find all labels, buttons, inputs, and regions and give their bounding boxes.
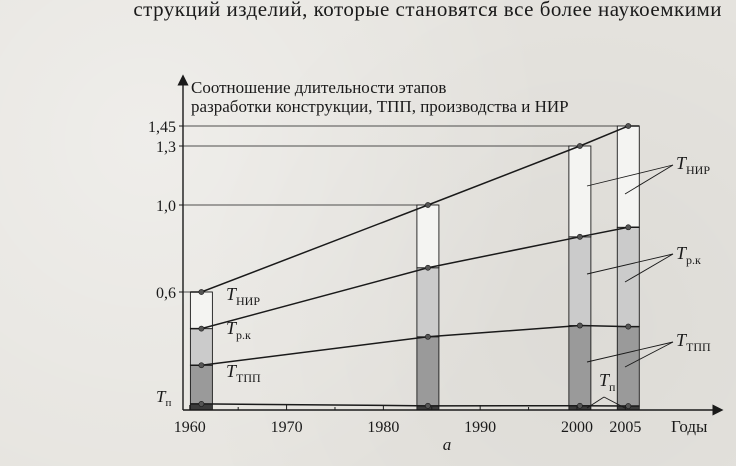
series-label: $T_{НИР}$: [676, 153, 711, 177]
bar-segment: [190, 329, 212, 366]
y-tick-label: 1,3: [156, 139, 176, 156]
trend-point: [199, 289, 204, 294]
series-label: $T_{р.к}$: [226, 318, 251, 342]
y-tick-label: 1,0: [156, 198, 176, 215]
trend-point: [577, 403, 582, 408]
y-tick-label: 0,6: [156, 285, 176, 302]
bar-segment: [617, 126, 639, 227]
trend-point: [626, 225, 631, 230]
trend-point: [577, 234, 582, 239]
trend-point: [199, 326, 204, 331]
y-base-label: $T_п$: [156, 387, 172, 409]
trend-point: [199, 363, 204, 368]
bar-segment: [417, 205, 439, 268]
trend-point: [425, 334, 430, 339]
trend-point: [425, 403, 430, 408]
bar-segment: [617, 227, 639, 326]
figure-caption: а: [442, 435, 452, 454]
series-label: $T_{НИР}$: [226, 284, 261, 308]
x-tick-label: 1960: [173, 419, 206, 436]
trend-point: [425, 202, 430, 207]
trend-point: [626, 123, 631, 128]
trend-point: [577, 143, 582, 148]
bar-segment: [417, 268, 439, 337]
bar-segment: [569, 326, 591, 406]
chart-title-line: разработки конструкции, ТПП, производства и НИР: [191, 97, 569, 116]
y-tick-label: 1,45: [148, 119, 176, 136]
trend-point: [626, 324, 631, 329]
trend-point: [425, 265, 430, 270]
bar-segment: [617, 327, 639, 406]
bar-segment: [417, 337, 439, 406]
x-tick-label: 1980: [367, 419, 400, 436]
bar-segment: [569, 146, 591, 237]
bar-segment: [190, 365, 212, 404]
series-label: $T_{р.к}$: [676, 243, 701, 267]
x-tick-label: 1990: [464, 419, 497, 436]
trend-point: [626, 403, 631, 408]
series-label: $T_{ТПП}$: [676, 330, 711, 354]
trend-point: [199, 401, 204, 406]
x-tick-label: 2000: [560, 419, 593, 436]
chart-title-line: Соотношение длительности этапов: [191, 78, 447, 97]
bar-segment: [569, 237, 591, 326]
x-tick-label: 1970: [270, 419, 303, 436]
page-text-line: струкций изделий, которые становятся все более наукоемкими: [133, 0, 722, 21]
trend-point: [577, 323, 582, 328]
series-label: $T_п$: [599, 370, 616, 394]
bar-segment: [190, 292, 212, 329]
series-label: $T_{ТПП}$: [226, 361, 261, 385]
x-tick-label: 2005: [609, 419, 642, 436]
x-axis-label: Годы: [671, 417, 708, 436]
